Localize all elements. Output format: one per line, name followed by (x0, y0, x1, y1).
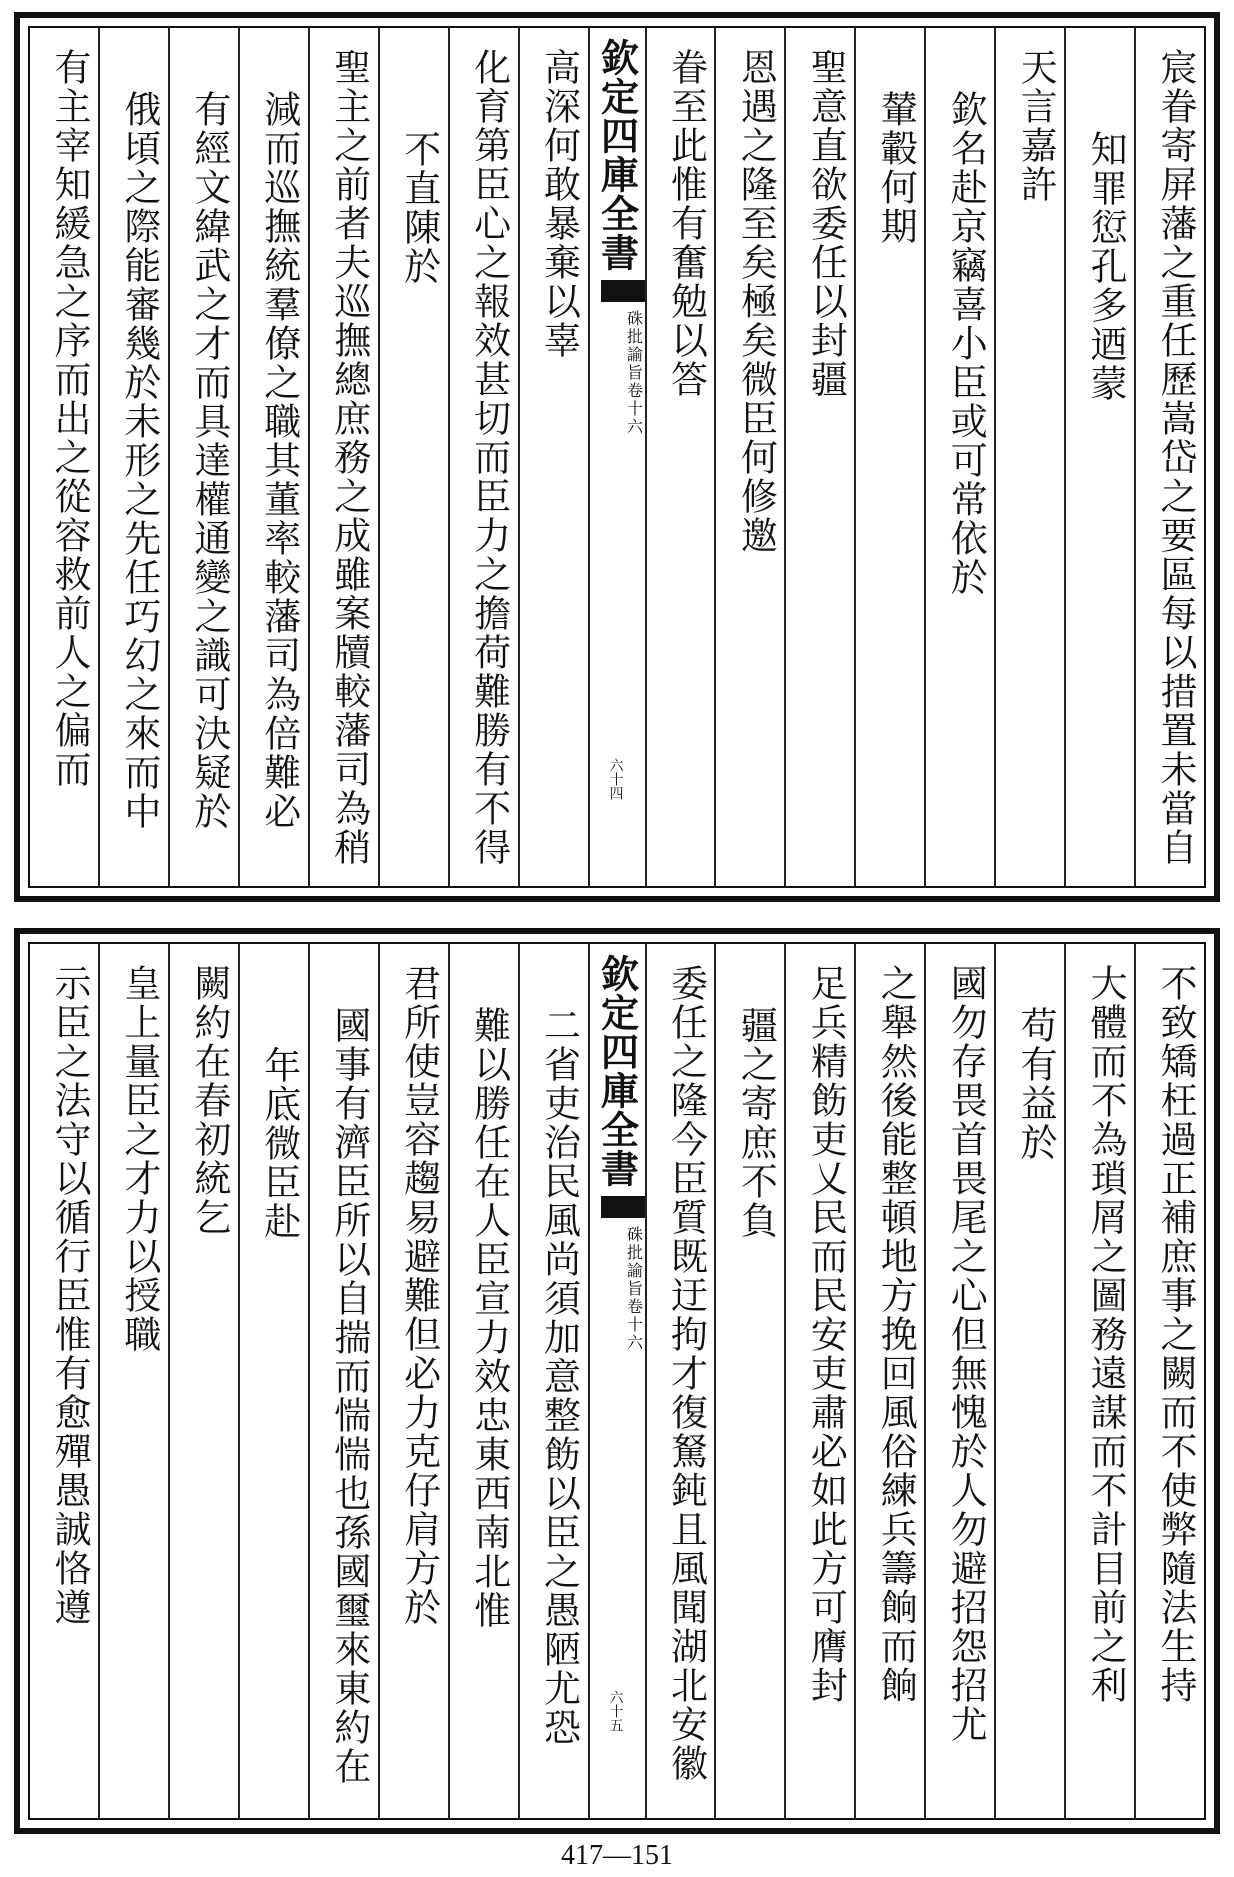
text-column: 二省吏治民風尚須加意整飭以臣之愚陋尤恐 (518, 944, 588, 1818)
text-column: 疆之寄庶不負 (714, 944, 784, 1818)
text-column: 天言嘉許 (994, 28, 1064, 886)
text-column: 難以勝任在人臣宣力效忠東西南北惟 (448, 944, 518, 1818)
text-column: 化育第臣心之報效甚切而臣力之擔荷難勝有不得 (448, 28, 518, 886)
bottom-page-text-frame (28, 942, 1206, 1820)
text-column: 示臣之法守以循行臣惟有愈殫愚誠恪遵 (47, 964, 91, 1627)
text-column: 減而巡撫統羣僚之職其董率較藩司為倍難必 (238, 28, 308, 886)
text-column: 宸眷寄屏藩之重任歷嵩岱之要區每以措置未當自 (1134, 28, 1204, 886)
fish-tail-mark (601, 1196, 645, 1218)
text-column: 恩遇之隆至矣極矣微臣何修邀 (714, 28, 784, 886)
fish-tail-mark (601, 280, 645, 302)
text-column: 闕約在春初統乞 (168, 944, 238, 1818)
text-column: 足兵精飭吏乂民而民安吏肅必如此方可膺封 (784, 944, 854, 1818)
text-column: 知罪愆孔多迺蒙 (1064, 28, 1134, 886)
section-label: 硃批諭旨 (624, 1226, 644, 1298)
text-column: 欽名赴京竊喜小臣或可常依於 (924, 28, 994, 886)
top-page-text-frame (28, 26, 1206, 888)
text-column: 不直陳於 (378, 28, 448, 886)
text-column: 輦轂何期 (854, 28, 924, 886)
text-column: 皇上量臣之才力以授職 (98, 944, 168, 1818)
folio-number: 六十四 (607, 758, 624, 800)
text-column: 眷至此惟有奮勉以答 (645, 28, 715, 886)
bottom-page (14, 928, 1220, 1834)
text-column: 年底微臣赴 (238, 944, 308, 1818)
book-title: 欽定四庫全書 (594, 954, 640, 1188)
page-footer-number: 417—151 (561, 1840, 673, 1871)
volume-label: 卷十六 (624, 382, 644, 436)
volume-label: 卷十六 (624, 1298, 644, 1352)
text-column: 不致矯枉過正補庶事之闕而不使弊隨法生持 (1134, 944, 1204, 1818)
text-column: 有經文緯武之才而具達權通變之識可決疑於 (168, 28, 238, 886)
text-column: 聖主之前者夫巡撫總庶務之成雖案牘較藩司為稍 (308, 28, 378, 886)
text-column: 國事有濟臣所以自揣而惴惴也孫國璽來東約在 (308, 944, 378, 1818)
page-gutter (588, 944, 645, 1818)
text-column: 委任之隆今臣質既迂拘才復駑鈍且風聞湖北安徽 (645, 944, 715, 1818)
text-column: 之舉然後能整頓地方挽回風俗練兵籌餉而餉 (854, 944, 924, 1818)
page-gutter (588, 28, 645, 886)
text-column: 大體而不為瑣屑之圖務遠謀而不計目前之利 (1064, 944, 1134, 1818)
folio-number: 六十五 (607, 1690, 624, 1732)
text-column: 國勿存畏首畏尾之心但無愧於人勿避招怨招尤 (924, 944, 994, 1818)
text-column: 聖意直欲委任以封疆 (784, 28, 854, 886)
book-title: 欽定四庫全書 (594, 38, 640, 272)
text-column: 高深何敢暴棄以辜 (518, 28, 588, 886)
text-column: 俄頃之際能審幾於未形之先任巧幻之來而中 (98, 28, 168, 886)
text-column: 君所使豈容趨易避難但必力克仔肩方於 (378, 944, 448, 1818)
top-page (14, 12, 1220, 902)
text-column: 有主宰知緩急之序而出之從容救前人之偏而 (47, 48, 91, 789)
text-column: 苟有益於 (994, 944, 1064, 1818)
section-label: 硃批諭旨 (624, 310, 644, 382)
